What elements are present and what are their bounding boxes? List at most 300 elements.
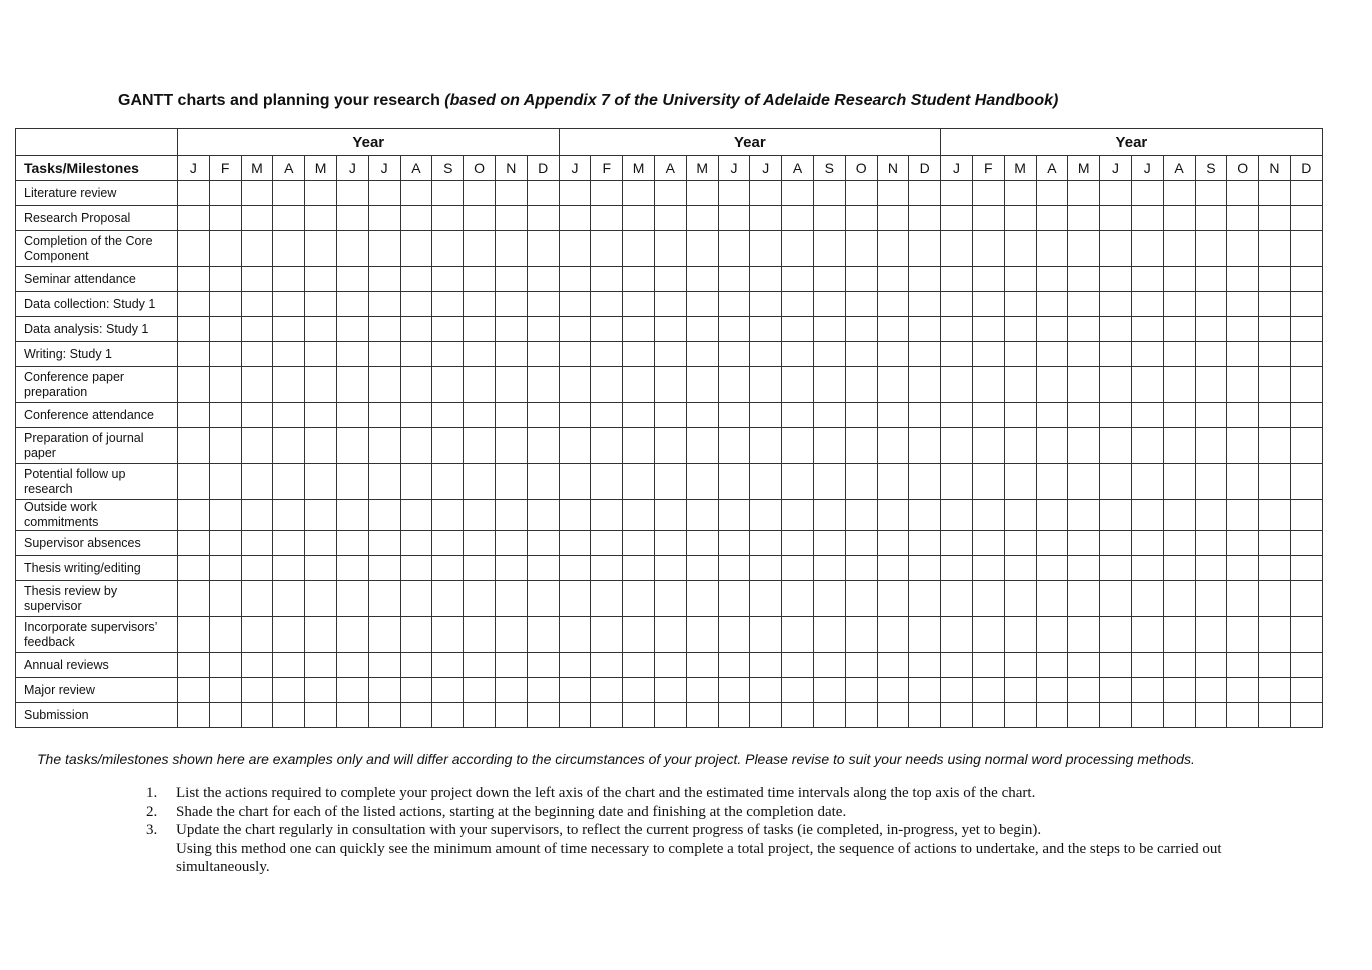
gantt-cell[interactable] [1068,367,1100,403]
gantt-cell[interactable] [305,267,337,292]
gantt-cell[interactable] [400,428,432,464]
gantt-cell[interactable] [1131,653,1163,678]
gantt-cell[interactable] [1068,500,1100,531]
gantt-cell[interactable] [591,292,623,317]
gantt-cell[interactable] [241,181,273,206]
gantt-cell[interactable] [813,464,845,500]
gantt-cell[interactable] [877,206,909,231]
gantt-cell[interactable] [1131,267,1163,292]
gantt-cell[interactable] [1227,617,1259,653]
gantt-cell[interactable] [1004,231,1036,267]
gantt-cell[interactable] [559,231,591,267]
gantt-cell[interactable] [1100,342,1132,367]
gantt-cell[interactable] [1068,267,1100,292]
gantt-cell[interactable] [1290,703,1322,728]
gantt-cell[interactable] [178,206,210,231]
gantt-cell[interactable] [273,428,305,464]
gantt-cell[interactable] [241,317,273,342]
gantt-cell[interactable] [877,703,909,728]
gantt-cell[interactable] [1036,181,1068,206]
gantt-cell[interactable] [972,703,1004,728]
gantt-cell[interactable] [1290,556,1322,581]
gantt-cell[interactable] [400,181,432,206]
gantt-cell[interactable] [750,500,782,531]
gantt-cell[interactable] [527,181,559,206]
gantt-cell[interactable] [813,428,845,464]
gantt-cell[interactable] [305,581,337,617]
gantt-cell[interactable] [1100,556,1132,581]
gantt-cell[interactable] [368,181,400,206]
gantt-cell[interactable] [750,703,782,728]
gantt-cell[interactable] [718,181,750,206]
gantt-cell[interactable] [1163,403,1195,428]
gantt-cell[interactable] [559,428,591,464]
gantt-cell[interactable] [432,206,464,231]
gantt-cell[interactable] [1259,531,1291,556]
gantt-cell[interactable] [813,181,845,206]
gantt-cell[interactable] [972,181,1004,206]
gantt-cell[interactable] [1227,678,1259,703]
gantt-cell[interactable] [305,403,337,428]
gantt-cell[interactable] [686,464,718,500]
gantt-cell[interactable] [718,678,750,703]
gantt-cell[interactable] [1290,678,1322,703]
gantt-cell[interactable] [591,428,623,464]
gantt-cell[interactable] [1068,581,1100,617]
gantt-cell[interactable] [591,581,623,617]
gantt-cell[interactable] [527,653,559,678]
gantt-cell[interactable] [623,581,655,617]
gantt-cell[interactable] [1100,464,1132,500]
gantt-cell[interactable] [273,617,305,653]
gantt-cell[interactable] [782,403,814,428]
gantt-cell[interactable] [432,464,464,500]
gantt-cell[interactable] [718,292,750,317]
gantt-cell[interactable] [1227,403,1259,428]
gantt-cell[interactable] [178,267,210,292]
gantt-cell[interactable] [273,500,305,531]
gantt-cell[interactable] [1259,581,1291,617]
gantt-cell[interactable] [273,181,305,206]
gantt-cell[interactable] [813,556,845,581]
gantt-cell[interactable] [877,428,909,464]
gantt-cell[interactable] [623,403,655,428]
gantt-cell[interactable] [1163,464,1195,500]
gantt-cell[interactable] [1259,464,1291,500]
gantt-cell[interactable] [813,367,845,403]
gantt-cell[interactable] [623,531,655,556]
gantt-cell[interactable] [941,231,973,267]
gantt-cell[interactable] [432,531,464,556]
gantt-cell[interactable] [686,617,718,653]
gantt-cell[interactable] [305,531,337,556]
gantt-cell[interactable] [273,703,305,728]
gantt-cell[interactable] [305,703,337,728]
gantt-cell[interactable] [495,428,527,464]
gantt-cell[interactable] [941,317,973,342]
gantt-cell[interactable] [1227,556,1259,581]
gantt-cell[interactable] [241,617,273,653]
gantt-cell[interactable] [623,556,655,581]
gantt-cell[interactable] [845,231,877,267]
gantt-cell[interactable] [654,581,686,617]
gantt-cell[interactable] [686,231,718,267]
gantt-cell[interactable] [241,206,273,231]
gantt-cell[interactable] [464,292,496,317]
gantt-cell[interactable] [1100,653,1132,678]
gantt-cell[interactable] [1036,367,1068,403]
gantt-cell[interactable] [368,464,400,500]
gantt-cell[interactable] [209,317,241,342]
gantt-cell[interactable] [1195,317,1227,342]
gantt-cell[interactable] [1004,678,1036,703]
gantt-cell[interactable] [623,342,655,367]
gantt-cell[interactable] [495,317,527,342]
gantt-cell[interactable] [718,267,750,292]
gantt-cell[interactable] [782,292,814,317]
gantt-cell[interactable] [336,617,368,653]
gantt-cell[interactable] [909,292,941,317]
gantt-cell[interactable] [1100,292,1132,317]
gantt-cell[interactable] [273,678,305,703]
gantt-cell[interactable] [209,367,241,403]
gantt-cell[interactable] [178,581,210,617]
gantt-cell[interactable] [305,428,337,464]
gantt-cell[interactable] [941,367,973,403]
gantt-cell[interactable] [654,403,686,428]
gantt-cell[interactable] [209,403,241,428]
gantt-cell[interactable] [336,678,368,703]
gantt-cell[interactable] [241,464,273,500]
gantt-cell[interactable] [1290,231,1322,267]
gantt-cell[interactable] [527,428,559,464]
gantt-cell[interactable] [209,617,241,653]
gantt-cell[interactable] [368,403,400,428]
gantt-cell[interactable] [495,500,527,531]
gantt-cell[interactable] [813,317,845,342]
gantt-cell[interactable] [813,292,845,317]
gantt-cell[interactable] [432,292,464,317]
gantt-cell[interactable] [241,367,273,403]
gantt-cell[interactable] [845,464,877,500]
gantt-cell[interactable] [305,231,337,267]
gantt-cell[interactable] [718,556,750,581]
gantt-cell[interactable] [368,292,400,317]
gantt-cell[interactable] [591,653,623,678]
gantt-cell[interactable] [241,531,273,556]
gantt-cell[interactable] [750,181,782,206]
gantt-cell[interactable] [845,403,877,428]
gantt-cell[interactable] [527,464,559,500]
gantt-cell[interactable] [1259,267,1291,292]
gantt-cell[interactable] [972,556,1004,581]
gantt-cell[interactable] [336,342,368,367]
gantt-cell[interactable] [591,678,623,703]
gantt-cell[interactable] [813,703,845,728]
gantt-cell[interactable] [1068,678,1100,703]
gantt-cell[interactable] [623,292,655,317]
gantt-cell[interactable] [877,181,909,206]
gantt-cell[interactable] [241,500,273,531]
gantt-cell[interactable] [1004,292,1036,317]
gantt-cell[interactable] [1163,231,1195,267]
gantt-cell[interactable] [686,317,718,342]
gantt-cell[interactable] [1195,181,1227,206]
gantt-cell[interactable] [941,267,973,292]
gantt-cell[interactable] [336,556,368,581]
gantt-cell[interactable] [782,267,814,292]
gantt-cell[interactable] [241,703,273,728]
gantt-cell[interactable] [750,556,782,581]
gantt-cell[interactable] [432,403,464,428]
gantt-cell[interactable] [1004,267,1036,292]
gantt-cell[interactable] [559,403,591,428]
gantt-cell[interactable] [305,181,337,206]
gantt-cell[interactable] [750,403,782,428]
gantt-cell[interactable] [1163,500,1195,531]
gantt-cell[interactable] [623,231,655,267]
gantt-cell[interactable] [368,653,400,678]
gantt-cell[interactable] [273,206,305,231]
gantt-cell[interactable] [941,678,973,703]
gantt-cell[interactable] [782,500,814,531]
gantt-cell[interactable] [209,556,241,581]
gantt-cell[interactable] [305,367,337,403]
gantt-cell[interactable] [1227,367,1259,403]
gantt-cell[interactable] [813,500,845,531]
gantt-cell[interactable] [877,531,909,556]
gantt-cell[interactable] [464,428,496,464]
gantt-cell[interactable] [1290,428,1322,464]
gantt-cell[interactable] [1195,342,1227,367]
gantt-cell[interactable] [750,428,782,464]
gantt-cell[interactable] [1100,367,1132,403]
gantt-cell[interactable] [209,231,241,267]
gantt-cell[interactable] [209,292,241,317]
gantt-cell[interactable] [1290,367,1322,403]
gantt-cell[interactable] [750,581,782,617]
gantt-cell[interactable] [591,556,623,581]
gantt-cell[interactable] [1131,464,1163,500]
gantt-cell[interactable] [559,678,591,703]
gantt-cell[interactable] [782,653,814,678]
gantt-cell[interactable] [782,231,814,267]
gantt-cell[interactable] [654,428,686,464]
gantt-cell[interactable] [1259,653,1291,678]
gantt-cell[interactable] [909,678,941,703]
gantt-cell[interactable] [909,653,941,678]
gantt-cell[interactable] [1004,556,1036,581]
gantt-cell[interactable] [1036,617,1068,653]
gantt-cell[interactable] [1163,181,1195,206]
gantt-cell[interactable] [559,206,591,231]
gantt-cell[interactable] [273,403,305,428]
gantt-cell[interactable] [1227,292,1259,317]
gantt-cell[interactable] [1036,464,1068,500]
gantt-cell[interactable] [750,231,782,267]
gantt-cell[interactable] [686,342,718,367]
gantt-cell[interactable] [718,317,750,342]
gantt-cell[interactable] [432,581,464,617]
gantt-cell[interactable] [750,317,782,342]
gantt-cell[interactable] [1100,181,1132,206]
gantt-cell[interactable] [750,267,782,292]
gantt-cell[interactable] [1068,428,1100,464]
gantt-cell[interactable] [400,678,432,703]
gantt-cell[interactable] [305,206,337,231]
gantt-cell[interactable] [1195,617,1227,653]
gantt-cell[interactable] [1004,206,1036,231]
gantt-cell[interactable] [368,317,400,342]
gantt-cell[interactable] [495,581,527,617]
gantt-cell[interactable] [336,267,368,292]
gantt-cell[interactable] [464,267,496,292]
gantt-cell[interactable] [368,206,400,231]
gantt-cell[interactable] [305,653,337,678]
gantt-cell[interactable] [495,231,527,267]
gantt-cell[interactable] [464,617,496,653]
gantt-cell[interactable] [1227,703,1259,728]
gantt-cell[interactable] [1100,500,1132,531]
gantt-cell[interactable] [495,292,527,317]
gantt-cell[interactable] [1131,342,1163,367]
gantt-cell[interactable] [527,403,559,428]
gantt-cell[interactable] [464,653,496,678]
gantt-cell[interactable] [654,531,686,556]
gantt-cell[interactable] [241,342,273,367]
gantt-cell[interactable] [1290,403,1322,428]
gantt-cell[interactable] [1290,653,1322,678]
gantt-cell[interactable] [432,617,464,653]
gantt-cell[interactable] [400,581,432,617]
gantt-cell[interactable] [273,367,305,403]
gantt-cell[interactable] [941,581,973,617]
gantt-cell[interactable] [654,206,686,231]
gantt-cell[interactable] [654,367,686,403]
gantt-cell[interactable] [336,428,368,464]
gantt-cell[interactable] [559,342,591,367]
gantt-cell[interactable] [400,231,432,267]
gantt-cell[interactable] [941,703,973,728]
gantt-cell[interactable] [209,581,241,617]
gantt-cell[interactable] [1036,581,1068,617]
gantt-cell[interactable] [654,317,686,342]
gantt-cell[interactable] [909,464,941,500]
gantt-cell[interactable] [400,367,432,403]
gantt-cell[interactable] [591,267,623,292]
gantt-cell[interactable] [718,703,750,728]
gantt-cell[interactable] [1131,367,1163,403]
gantt-cell[interactable] [845,617,877,653]
gantt-cell[interactable] [972,617,1004,653]
gantt-cell[interactable] [305,678,337,703]
gantt-cell[interactable] [1163,428,1195,464]
gantt-cell[interactable] [686,703,718,728]
gantt-cell[interactable] [909,500,941,531]
gantt-cell[interactable] [178,500,210,531]
gantt-cell[interactable] [782,428,814,464]
gantt-cell[interactable] [527,703,559,728]
gantt-cell[interactable] [464,500,496,531]
gantt-cell[interactable] [336,292,368,317]
gantt-cell[interactable] [1259,292,1291,317]
gantt-cell[interactable] [495,342,527,367]
gantt-cell[interactable] [623,181,655,206]
gantt-cell[interactable] [941,403,973,428]
gantt-cell[interactable] [559,653,591,678]
gantt-cell[interactable] [178,181,210,206]
gantt-cell[interactable] [972,267,1004,292]
gantt-cell[interactable] [1068,653,1100,678]
gantt-cell[interactable] [1100,403,1132,428]
gantt-cell[interactable] [527,617,559,653]
gantt-cell[interactable] [209,428,241,464]
gantt-cell[interactable] [1227,267,1259,292]
gantt-cell[interactable] [686,292,718,317]
gantt-cell[interactable] [1036,267,1068,292]
gantt-cell[interactable] [1163,703,1195,728]
gantt-cell[interactable] [495,464,527,500]
gantt-cell[interactable] [813,531,845,556]
gantt-cell[interactable] [495,556,527,581]
gantt-cell[interactable] [178,231,210,267]
gantt-cell[interactable] [464,206,496,231]
gantt-cell[interactable] [1068,292,1100,317]
gantt-cell[interactable] [1195,231,1227,267]
gantt-cell[interactable] [336,703,368,728]
gantt-cell[interactable] [877,464,909,500]
gantt-cell[interactable] [273,653,305,678]
gantt-cell[interactable] [527,317,559,342]
gantt-cell[interactable] [972,531,1004,556]
gantt-cell[interactable] [432,181,464,206]
gantt-cell[interactable] [527,292,559,317]
gantt-cell[interactable] [1068,703,1100,728]
gantt-cell[interactable] [527,581,559,617]
gantt-cell[interactable] [1227,464,1259,500]
gantt-cell[interactable] [1195,500,1227,531]
gantt-cell[interactable] [623,367,655,403]
gantt-cell[interactable] [845,531,877,556]
gantt-cell[interactable] [1195,292,1227,317]
gantt-cell[interactable] [178,531,210,556]
gantt-cell[interactable] [209,181,241,206]
gantt-cell[interactable] [368,231,400,267]
gantt-cell[interactable] [1036,428,1068,464]
gantt-cell[interactable] [909,181,941,206]
gantt-cell[interactable] [782,342,814,367]
gantt-cell[interactable] [750,342,782,367]
gantt-cell[interactable] [845,181,877,206]
gantt-cell[interactable] [845,367,877,403]
gantt-cell[interactable] [336,531,368,556]
gantt-cell[interactable] [495,267,527,292]
gantt-cell[interactable] [718,342,750,367]
gantt-cell[interactable] [336,181,368,206]
gantt-cell[interactable] [1068,617,1100,653]
gantt-cell[interactable] [877,556,909,581]
gantt-cell[interactable] [1195,367,1227,403]
gantt-cell[interactable] [1195,428,1227,464]
gantt-cell[interactable] [718,206,750,231]
gantt-cell[interactable] [845,678,877,703]
gantt-cell[interactable] [273,556,305,581]
gantt-cell[interactable] [941,181,973,206]
gantt-cell[interactable] [464,703,496,728]
gantt-cell[interactable] [750,464,782,500]
gantt-cell[interactable] [813,653,845,678]
gantt-cell[interactable] [559,181,591,206]
